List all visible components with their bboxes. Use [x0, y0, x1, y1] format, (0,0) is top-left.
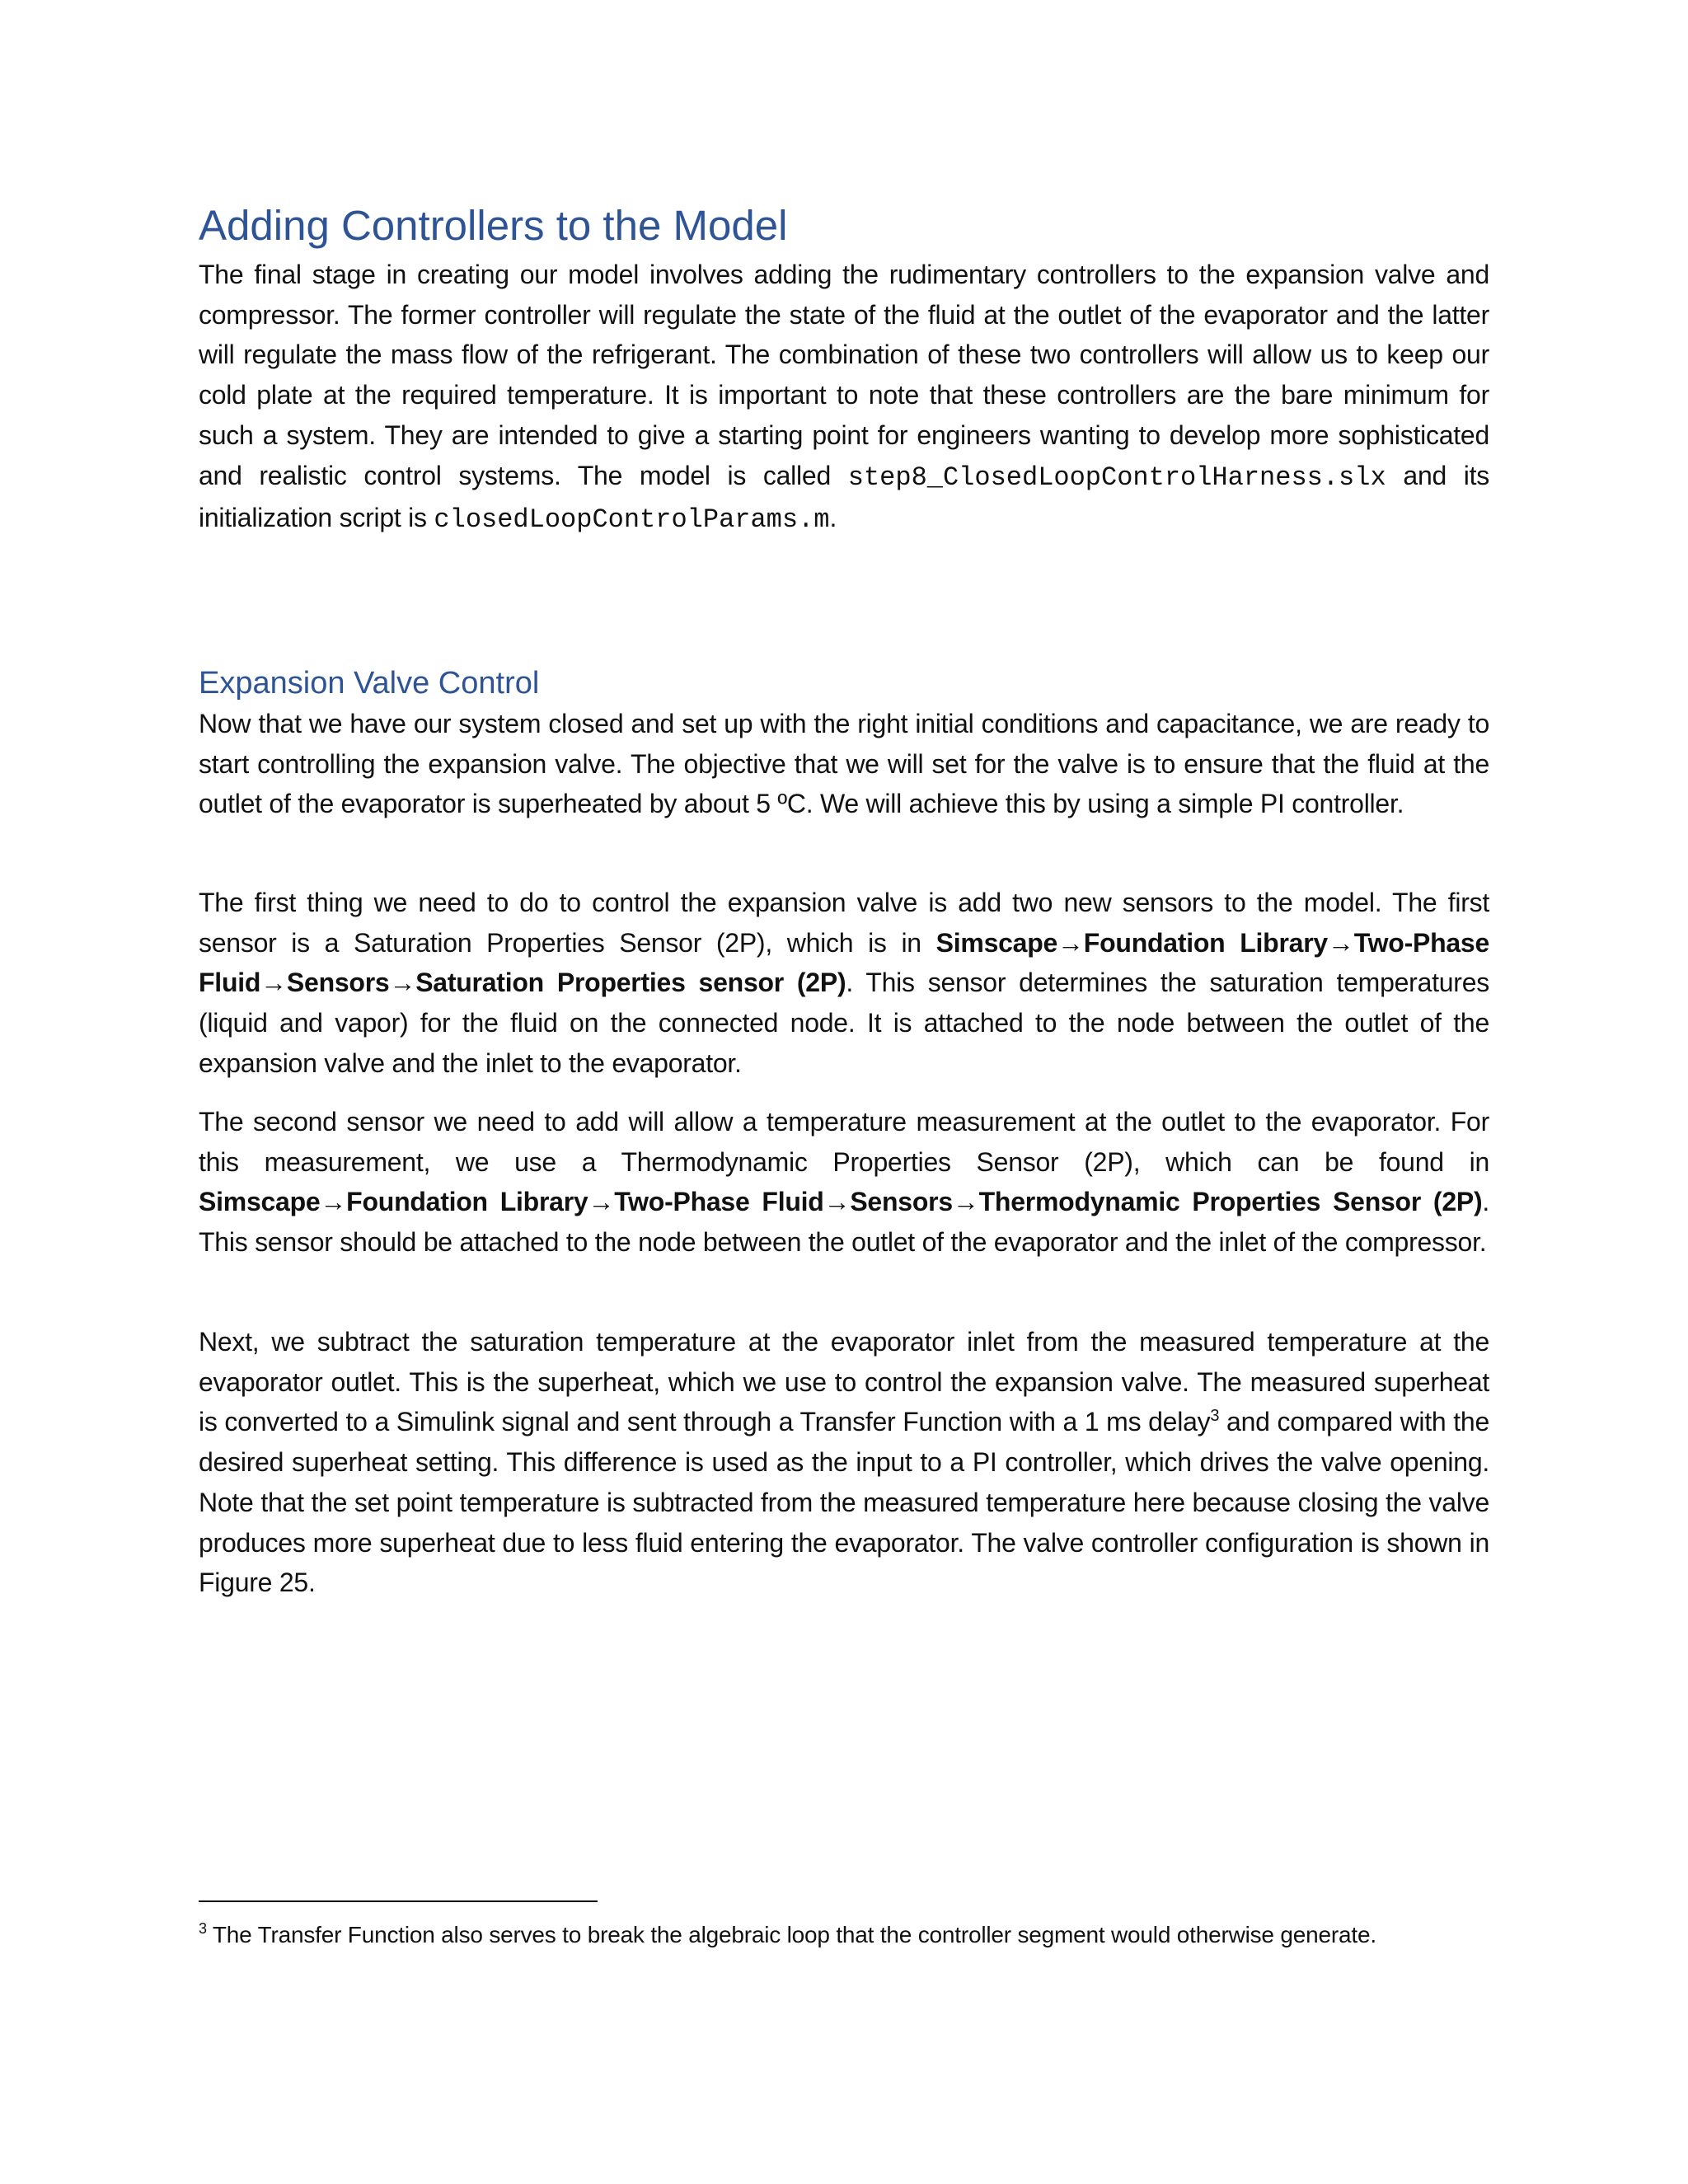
intro-mid-text: and its initialization script is: [199, 460, 1490, 533]
params-filename: closedLoopControlParams.m: [434, 504, 830, 536]
footnote-divider: [199, 1900, 598, 1902]
para3-text-a: The second sensor we need to add will allow a temperature measurement at the outlet to the evaporator. For this measurement, we use a Thermodynamic Properties Sensor (2P), which can be found in: [199, 1107, 1489, 1177]
para3-text-b: . This sensor should be attached to the node between the outlet of the evaporator and the inlet of the compressor.: [199, 1187, 1490, 1258]
arrow-icon: →: [823, 1187, 851, 1217]
paragraph-saturation-sensor: [199, 883, 1489, 1084]
para2-text-a: The first thing we need to do to control the expansion valve is add two new sensors to the model. The first sensor is a Saturation Properties Sensor (2P), which is in: [199, 888, 1489, 958]
arrow-icon: →: [952, 1187, 979, 1217]
para4-text-b: and compared with the desired superheat setting. This difference is used as the input to a PI controller, which drives the valve opening. Note that the set point temperature is subtracted from the measured temperature here because closing the valve produces more superheat due to less fluid entering the evaporator. The valve controller configuration is shown in Figure 25.: [199, 1407, 1490, 1598]
paragraph-thermo-sensor: [199, 1102, 1489, 1263]
library-path-thermodynamic: [199, 1187, 1482, 1216]
arrow-icon: →: [1057, 927, 1084, 958]
intro-end-text: .: [829, 503, 837, 533]
path-item: Simscape: [199, 1187, 321, 1217]
paragraph-objective: Now that we have our system closed and set up with the right initial conditions and capacitance, we are ready to start controlling the expansion valve. The objective that we will set for the valve is to ensure that the fluid at the outlet of the evaporator is superheated by about 5 ºC. We will achieve this by using a simple PI controller.: [199, 709, 1489, 819]
para2-text-b: . This sensor determines the saturation temperatures (liquid and vapor) for the fluid on the connected node. It is attached to the node between the outlet of the expansion valve and the inlet to the evaporator.: [199, 968, 1490, 1078]
footnote-marker: 3: [199, 1920, 207, 1937]
path-item: Foundation Library: [1083, 927, 1328, 958]
path-item: Simscape: [935, 927, 1058, 958]
path-item: Two-Phase Fluid: [614, 1187, 824, 1217]
arrow-icon: →: [588, 1187, 615, 1217]
path-item: Two-Phase Fluid: [199, 927, 1490, 998]
arrow-icon: →: [320, 1187, 347, 1217]
subsection-title: Expansion Valve Control: [199, 666, 540, 701]
path-item: Sensors: [286, 968, 390, 998]
section-title: Adding Controllers to the Model: [199, 202, 788, 249]
arrow-icon: →: [1327, 927, 1354, 958]
path-item: Saturation Properties sensor (2P): [415, 968, 846, 998]
intro-text: The final stage in creating our model involves adding the rudimentary controllers to the expansion valve and compressor. The former controller will regulate the state of the fluid at the outlet of the evaporator and the latter will regulate the mass flow of the refrigerant. The combination of these two controllers will allow us to keep our cold plate at the required temperature. It is important to note that these controllers are the bare minimum for such a system. They are intended to give a starting point for engineers wanting to develop more sophisticated and realistic control systems. The model is called: [199, 260, 1489, 490]
intro-paragraph: [199, 255, 1489, 541]
path-item: Foundation Library: [346, 1187, 588, 1217]
paragraph-superheat: [199, 1322, 1489, 1603]
path-item: Sensors: [850, 1187, 953, 1217]
path-item: Thermodynamic Properties Sensor (2P): [978, 1187, 1483, 1217]
footnote-reference[interactable]: 3: [1210, 1407, 1220, 1426]
model-filename: step8_ClosedLoopControlHarness.slx: [847, 462, 1386, 493]
arrow-icon: →: [389, 968, 416, 998]
footnote-text: The Transfer Function also serves to break the algebraic loop that the controller segment would otherwise generate.: [212, 1922, 1376, 1947]
footnote: [199, 1918, 1451, 1952]
arrow-icon: →: [260, 968, 287, 998]
para4-text-a: Next, we subtract the saturation temperature at the evaporator inlet from the measured temperature at the evaporator outlet. This is the superheat, which we use to control the expansion valve. The measured superheat is converted to a Simulink signal and sent through a Transfer Function with a 1 ms delay: [199, 1327, 1489, 1437]
